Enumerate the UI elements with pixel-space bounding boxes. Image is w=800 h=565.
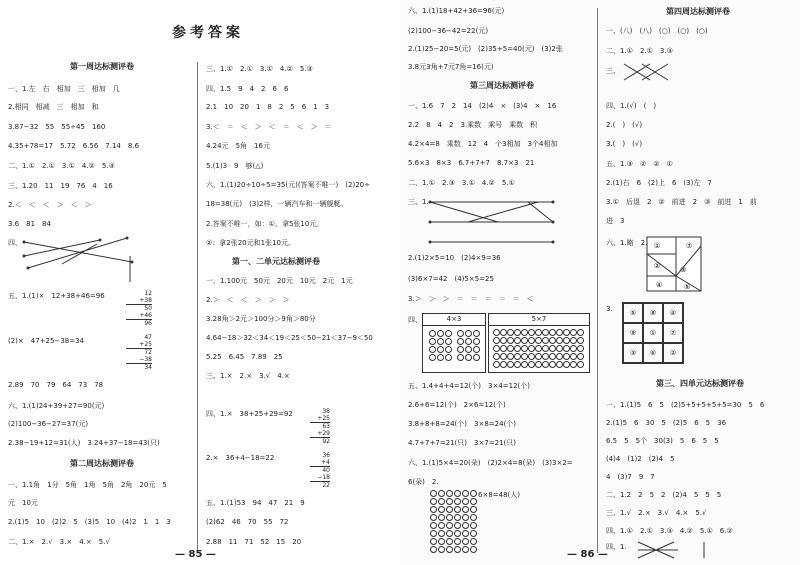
answer-line: 五、1.(1)53 94 47 21 9 xyxy=(206,499,305,507)
answer-line: 六、1.(1)5×4=20(朵) (2)2×4=8(朵) (3)3×2= xyxy=(408,459,573,467)
calc-row: 40 xyxy=(322,467,330,474)
answer-line: 3.28角＞2元＞100分＞9角＞80分 xyxy=(206,315,316,323)
answer-line: 2.38−19+12=31(人) 3.24+37−18=43(只) xyxy=(8,439,160,447)
answer-line: 三、 xyxy=(606,67,620,75)
calc-row: +25 xyxy=(310,415,330,423)
column-divider xyxy=(597,8,598,553)
calc-row: 50 xyxy=(144,305,152,312)
answer-line: (2)× 47+25−38=34 xyxy=(8,337,85,345)
answer-line: 三、1.× 2.× 3.√ 4.× xyxy=(206,372,290,380)
answer-line: 3.6 81 84 xyxy=(8,220,51,228)
dot-group xyxy=(493,329,583,368)
box-label: 5×7 xyxy=(489,314,589,326)
answer-line: 2.1 10 20 1 8 2 5 6 1 3 xyxy=(206,103,330,111)
answer-line: 元 10元 xyxy=(8,499,38,507)
answer-line: 2.2 8 4 2 3.乘数 乘号 乘数 积 xyxy=(408,121,538,129)
calc-row: 38 xyxy=(322,408,330,415)
answer-line: 3.8+8+8=24(个) 3×8=24(个) xyxy=(408,420,517,428)
answer-line: 三、1.① 2.① 3.① 4.② 5.③ xyxy=(206,65,313,73)
answer-line: 2.(1)2×5=10 (2)4×9=36 xyxy=(408,254,501,262)
answer-line: 一、(八) (八) (○) (○) (○) xyxy=(606,27,708,35)
answer-line: 2.( ) (√) xyxy=(606,121,643,129)
answer-line: 二、1.① 2.③ 3.① 4.② 5.① xyxy=(408,179,515,187)
answer-line: 4.35+78=17 5.72 6.56 7.14 8.6 xyxy=(8,142,140,150)
right-page xyxy=(400,0,800,565)
dot-group xyxy=(457,330,480,361)
answer-line: 一、1.100元 50元 20元 10元 2元 1元 xyxy=(206,277,353,285)
answer-line: (2)62 46 70 55 72 xyxy=(206,518,289,526)
week4-title: 第四周达标测评卷 xyxy=(666,7,730,16)
answer-line: 五、1.4+4+4=12(个) 3×4=12(个) xyxy=(408,382,531,390)
answer-line: 四、1.× 38+25+29=92 xyxy=(206,410,293,418)
answer-line: 4.2×4=8 乘数 12 4 个3相加 3个4相加 xyxy=(408,140,558,148)
answer-line: 三、1.√ 2.× 3.√ 4.× 5.√ xyxy=(606,509,707,517)
answer-line: 三、1. xyxy=(408,198,429,206)
answer-line: 2.(1)25−20=5(元) (2)35+5=40(元) (3)2张 xyxy=(408,45,563,53)
grid-cell: ⑥ xyxy=(643,343,663,363)
calc-row: 34 xyxy=(144,364,152,371)
calc-row: +29 xyxy=(310,430,330,438)
calc-row: 72 xyxy=(144,349,152,356)
answer-line: 2.答案不唯一，如：①，拿5张10元。 xyxy=(206,220,324,228)
calc-row: 12 xyxy=(144,290,152,297)
answer-line: 五、1.(1)× 12+38+46=96 xyxy=(8,292,105,300)
circle-array-figure xyxy=(430,490,477,553)
answer-line: 2.(1)5 10 (2)2 5 (3)5 10 (4)2 1 1 3 xyxy=(8,518,171,526)
matching-lines-figure xyxy=(428,194,558,246)
week1-title: 第一周达标测评卷 xyxy=(70,62,134,71)
answer-line: 6(朵) 2. xyxy=(408,478,439,486)
star-lines-figure xyxy=(634,538,714,562)
answer-line: 二、1.2 2 5 2 (2)4 5 5 5 xyxy=(606,491,722,499)
column-divider xyxy=(197,62,198,552)
page-title: 参考答案 xyxy=(172,25,244,41)
answer-line: 2.× 36+4−18=22 xyxy=(206,454,275,462)
answer-line: 5.6×3 8×3 6.7+7+7 8.7×3 21 xyxy=(408,159,535,167)
answer-line: 四、1.① 2.① 3.③ 4.② 5.① 6.② xyxy=(606,527,733,535)
answer-line: 5.(1)3 9 够(△) xyxy=(206,162,264,170)
number-grid xyxy=(622,302,684,364)
answer-line: 2.89 70 79 64 73 78 xyxy=(8,381,104,389)
answer-line: 四、 xyxy=(8,239,22,247)
answer-line: 进 3 xyxy=(606,217,625,225)
grid-cell: ③ xyxy=(623,343,643,363)
tangram-figure xyxy=(646,236,702,292)
grid-cell: ① xyxy=(643,323,663,343)
calc-row: +38 xyxy=(126,297,152,305)
calc-row: +46 xyxy=(126,312,152,320)
answer-line: 一、1.6 7 2 14 (2)4 × (3)4 × 16 xyxy=(408,102,557,110)
answer-line: 2.6+6=12(个) 2×6=12(个) xyxy=(408,401,506,409)
tangram-label: ⑤ xyxy=(684,283,691,291)
answer-line: 一、1.左 右 相加 三 相加 几 xyxy=(8,85,120,93)
answer-line: 五、1.③ ② ② ① xyxy=(606,160,673,168)
calc-row: +4 xyxy=(310,459,330,467)
answer-line: 4.7+7+7=21(只) 3×7=21(只) xyxy=(408,439,517,447)
vertical-calc xyxy=(310,408,330,445)
answer-line: 四、1.(√) ( ) xyxy=(606,102,657,110)
answer-line: 3.＞ ＞ ＞ ＝ ＝ ＝ ＝ ＝ ＜ xyxy=(408,295,534,303)
answer-line: 六、1.(1)20÷10÷5=35(元)(答案不唯一) (2)20÷ xyxy=(206,181,370,189)
grid-cell: ⑤ xyxy=(623,303,643,323)
dot-group xyxy=(429,330,452,361)
calc-row: 47 xyxy=(144,334,152,341)
answer-line: 四、1. xyxy=(606,543,627,551)
answer-line: 二、1.① 2.① 3.① 4.② 5.③ xyxy=(8,162,115,170)
page-number: — 85 — xyxy=(175,549,216,560)
tangram-label: ① xyxy=(654,242,661,250)
answer-line: 二、1.× 2.√ 3.× 4.× 5.√ xyxy=(8,538,110,546)
answer-line: 2.(1)右 6 (2)上 6 (3)左 7 xyxy=(606,179,712,187)
answer-line: 一、1.(1)5 6 5 (2)5+5+5+5+5=30 5 6 xyxy=(606,401,765,409)
answer-line: 3.( ) (√) xyxy=(606,140,643,148)
vertical-calc xyxy=(126,334,152,371)
vertical-calc xyxy=(310,452,330,489)
unit34-title: 第三、四单元达标测评卷 xyxy=(656,379,744,388)
page-number: — 86 — xyxy=(567,549,608,560)
grid-cell: ② xyxy=(663,343,683,363)
answer-line: 6.5 5 5个 30(3) 5 6 5 5 xyxy=(606,437,719,445)
answer-line: (2)100−36−42=22(元) xyxy=(408,27,489,35)
answer-line: (4)4 (1)2 (2)4 5 xyxy=(606,455,675,463)
grid-cell: ④ xyxy=(663,303,683,323)
answer-line: (2)100−36−27=37(元) xyxy=(8,420,89,428)
answer-line: 3.8元3角+7元7角=16(元) xyxy=(408,63,494,71)
answer-line: 3.① 后退 2 ② 前进 2 ③ 前进 1 前 xyxy=(606,198,757,206)
grid-cell: ⑨ xyxy=(623,323,643,343)
unit12-title: 第一、二单元达标测评卷 xyxy=(232,257,320,266)
answer-line: 2.＜ ＜ ＜ ＞ ＜ ＞ xyxy=(8,201,92,209)
answer-line: 3.87−32 55 55÷45 160 xyxy=(8,123,106,131)
tangram-label: ⑦ xyxy=(686,242,693,250)
calc-row: 92 xyxy=(322,438,330,445)
grid-cell: ⑦ xyxy=(663,323,683,343)
calc-row: 63 xyxy=(322,423,330,430)
tangram-label: ② xyxy=(654,262,661,270)
answer-line: 2.88 11 71 52 15 20 xyxy=(206,538,302,546)
answer-line: 4 (3)7 9 7 xyxy=(606,473,655,481)
week3-title: 第三周达标测评卷 xyxy=(470,81,534,90)
calc-row: 22 xyxy=(322,482,330,489)
answer-line: 2.(1)5 6 30 5 (2)5 6 5 36 xyxy=(606,419,727,427)
dot-array-box xyxy=(422,313,486,373)
answer-line: (3)6×7=42 (4)5×5=25 xyxy=(408,275,494,283)
calc-row: 96 xyxy=(144,320,152,327)
answer-line: 六、1.略 2. xyxy=(606,239,648,247)
answer-line: 4.64−18＞32＜34＜19＜25＜50−21＜37−9＜50 xyxy=(206,334,373,342)
answer-line: 2.＞ ＜ ＜ ＞ ＞ ＞ xyxy=(206,296,290,304)
calc-row: 36 xyxy=(322,452,330,459)
answer-line: 4.24元 5角 16元 xyxy=(206,142,270,150)
answer-line: 四、 xyxy=(408,316,422,324)
answer-line: 5.25 6.45 7.89 25 xyxy=(206,353,283,361)
answer-line: ②：拿2张20元和1张10元。 xyxy=(206,239,295,247)
answer-line: 2.相同 相减 三 相加 和 xyxy=(8,103,99,111)
answer-line: 3.＜ ＝ ＜ ＞ ＜ ＝ ＜ ＞ ＝ xyxy=(206,123,332,131)
answer-line: 18=38(元) (3)2样，一辆汽车和一辆舰艇。 xyxy=(206,200,348,208)
dot-array-box xyxy=(488,313,590,373)
calc-row: −38 xyxy=(126,356,152,364)
answer-line: 6×8=48(人) xyxy=(478,491,521,499)
box-label: 4×3 xyxy=(423,314,485,326)
answer-line: 四、1.5 9 4 2 6 6 xyxy=(206,85,289,93)
matching-lines-figure xyxy=(22,234,142,286)
week2-title: 第二周达标测评卷 xyxy=(70,459,134,468)
answer-line: 一、1.1角 1分 5角 1角 5角 2角 20元 5 xyxy=(8,481,167,489)
answer-line: 六、1.(1)24+39+27=90(元) xyxy=(8,402,105,410)
cross-lines-figure xyxy=(622,62,672,82)
answer-line: 六、1.(1)18+42+36=96(元) xyxy=(408,7,505,15)
tangram-label: ④ xyxy=(656,281,663,289)
tangram-label: ③ xyxy=(680,266,687,274)
calc-row: +25 xyxy=(126,341,152,349)
calc-row: −18 xyxy=(310,474,330,482)
vertical-calc xyxy=(126,290,152,327)
answer-line: 二、1.① 2.① 3.③ xyxy=(606,47,673,55)
answer-line: 三、1.20 11 19 76 4 16 xyxy=(8,182,113,190)
grid-cell: ⑧ xyxy=(643,303,663,323)
grid-label: 3. xyxy=(606,305,613,313)
